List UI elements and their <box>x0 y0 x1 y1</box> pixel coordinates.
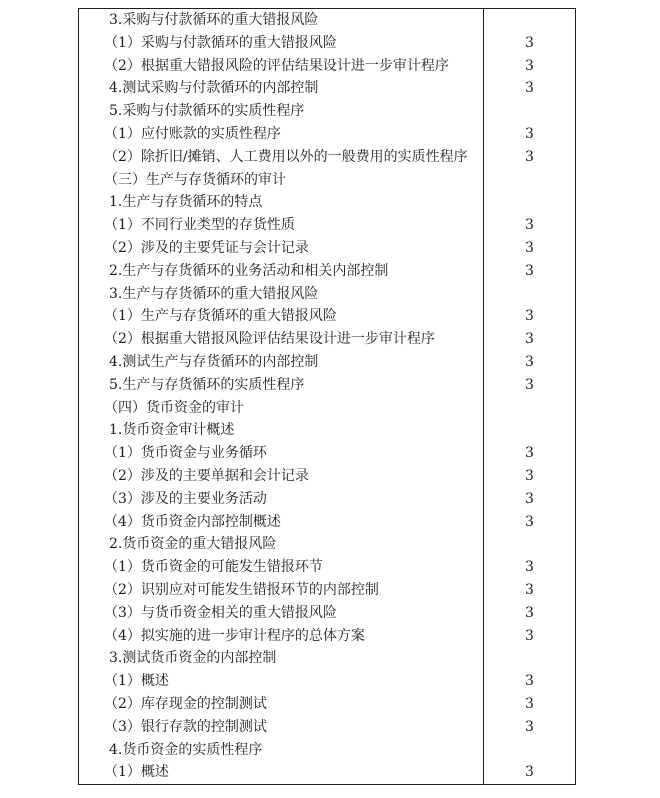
topic-cell: （2）根据重大错报风险的评估结果设计进一步审计程序 <box>104 57 449 74</box>
table-row <box>79 9 576 32</box>
table-row <box>79 556 576 579</box>
syllabus-table <box>78 8 576 785</box>
topic-cell: 4.测试生产与存货循环的内部控制 <box>109 353 319 370</box>
table-row <box>79 191 576 214</box>
table-body <box>79 9 576 785</box>
table-row <box>79 465 576 488</box>
hours-cell: 3 <box>484 77 576 100</box>
hours-cell: 3 <box>484 488 576 511</box>
table-row <box>79 693 576 716</box>
table-row <box>79 579 576 602</box>
table-row <box>79 237 576 260</box>
table-row <box>79 533 576 556</box>
table-row <box>79 374 576 397</box>
topic-cell: 5.生产与存货循环的实质性程序 <box>109 376 305 393</box>
topic-cell: （1）不同行业类型的存货性质 <box>104 217 295 234</box>
hours-cell: 3 <box>484 511 576 534</box>
hours-cell: 3 <box>484 579 576 602</box>
hours-cell: 3 <box>484 374 576 397</box>
table-row <box>79 260 576 283</box>
table-row <box>79 647 576 670</box>
hours-cell <box>484 739 576 762</box>
topic-cell: （1）概述 <box>104 764 169 781</box>
hours-cell <box>484 647 576 670</box>
table-row <box>79 442 576 465</box>
topic-cell: 1.生产与存货循环的特点 <box>109 194 263 211</box>
topic-cell: （2）识别应对可能发生错报环节的内部控制 <box>104 581 379 598</box>
topic-cell: （3）银行存款的控制测试 <box>104 718 267 735</box>
hours-cell: 3 <box>484 556 576 579</box>
hours-cell: 3 <box>484 32 576 55</box>
table-row <box>79 328 576 351</box>
hours-cell: 3 <box>484 237 576 260</box>
table-row <box>79 169 576 192</box>
topic-cell: 1.货币资金审计概述 <box>109 422 235 439</box>
topic-cell: （2）库存现金的控制测试 <box>104 695 267 712</box>
table-row <box>79 32 576 55</box>
hours-cell: 3 <box>484 305 576 328</box>
hours-cell: 3 <box>484 716 576 739</box>
hours-cell: 3 <box>484 670 576 693</box>
hours-cell: 3 <box>484 328 576 351</box>
hours-cell: 3 <box>484 351 576 374</box>
topic-cell: （1）应付账款的实质性程序 <box>104 125 281 142</box>
table-row <box>79 419 576 442</box>
topic-cell: 3.生产与存货循环的重大错报风险 <box>109 285 319 302</box>
topic-cell: （2）除折旧/摊销、人工费用以外的一般费用的实质性程序 <box>104 148 468 165</box>
topic-cell: （1）采购与付款循环的重大错报风险 <box>104 34 337 51</box>
topic-cell: （4）拟实施的进一步审计程序的总体方案 <box>104 627 365 644</box>
topic-cell: 2.货币资金的重大错报风险 <box>109 536 277 553</box>
table-row <box>79 123 576 146</box>
topic-cell: （3）涉及的主要业务活动 <box>104 490 267 507</box>
topic-cell: （1）货币资金与业务循环 <box>104 445 267 462</box>
topic-cell: （2）涉及的主要单据和会计记录 <box>104 467 309 484</box>
table-row <box>79 397 576 420</box>
hours-cell <box>484 100 576 123</box>
topic-cell: （四）货币资金的审计 <box>104 399 244 416</box>
table-row <box>79 602 576 625</box>
table-row <box>79 488 576 511</box>
table-row <box>79 511 576 534</box>
topic-cell: 3.测试货币资金的内部控制 <box>109 650 277 667</box>
hours-cell <box>484 283 576 306</box>
topic-cell: （3）与货币资金相关的重大错报风险 <box>104 604 337 621</box>
topic-cell: （2）根据重大错报风险评估结果设计进一步审计程序 <box>104 331 435 348</box>
topic-cell: 5.采购与付款循环的实质性程序 <box>109 103 305 120</box>
topic-cell: 2.生产与存货循环的业务活动和相关内部控制 <box>109 262 389 279</box>
hours-cell <box>484 169 576 192</box>
topic-cell: 3.采购与付款循环的重大错报风险 <box>109 12 319 28</box>
hours-cell: 3 <box>484 625 576 648</box>
hours-cell: 3 <box>484 260 576 283</box>
hours-cell: 3 <box>484 146 576 169</box>
hours-cell: 3 <box>484 693 576 716</box>
topic-cell: 4.货币资金的实质性程序 <box>109 741 263 758</box>
hours-cell: 3 <box>484 123 576 146</box>
hours-cell <box>484 9 576 32</box>
hours-cell: 3 <box>484 214 576 237</box>
table-row <box>79 670 576 693</box>
topic-cell: 4.测试采购与付款循环的内部控制 <box>109 80 319 97</box>
table-row <box>79 55 576 78</box>
table-row <box>79 625 576 648</box>
topic-cell: （4）货币资金内部控制概述 <box>104 513 281 530</box>
hours-cell: 3 <box>484 602 576 625</box>
table-row <box>79 283 576 306</box>
topic-cell: （1）货币资金的可能发生错报环节 <box>104 559 323 576</box>
hours-cell <box>484 533 576 556</box>
topic-cell: （1）概述 <box>104 673 169 690</box>
table-row <box>79 351 576 374</box>
hours-cell: 3 <box>484 55 576 78</box>
hours-cell <box>484 191 576 214</box>
hours-cell: 3 <box>484 442 576 465</box>
hours-cell: 3 <box>484 761 576 784</box>
table-row <box>79 77 576 100</box>
hours-cell <box>484 397 576 420</box>
table-row <box>79 739 576 762</box>
hours-cell <box>484 419 576 442</box>
topic-cell: （1）生产与存货循环的重大错报风险 <box>104 308 337 325</box>
table-row <box>79 761 576 784</box>
table-row <box>79 214 576 237</box>
table-row <box>79 100 576 123</box>
table-row <box>79 146 576 169</box>
table-row <box>79 716 576 739</box>
topic-cell: （2）涉及的主要凭证与会计记录 <box>104 239 309 256</box>
hours-cell: 3 <box>484 465 576 488</box>
table-row <box>79 305 576 328</box>
topic-cell: （三）生产与存货循环的审计 <box>104 171 286 188</box>
